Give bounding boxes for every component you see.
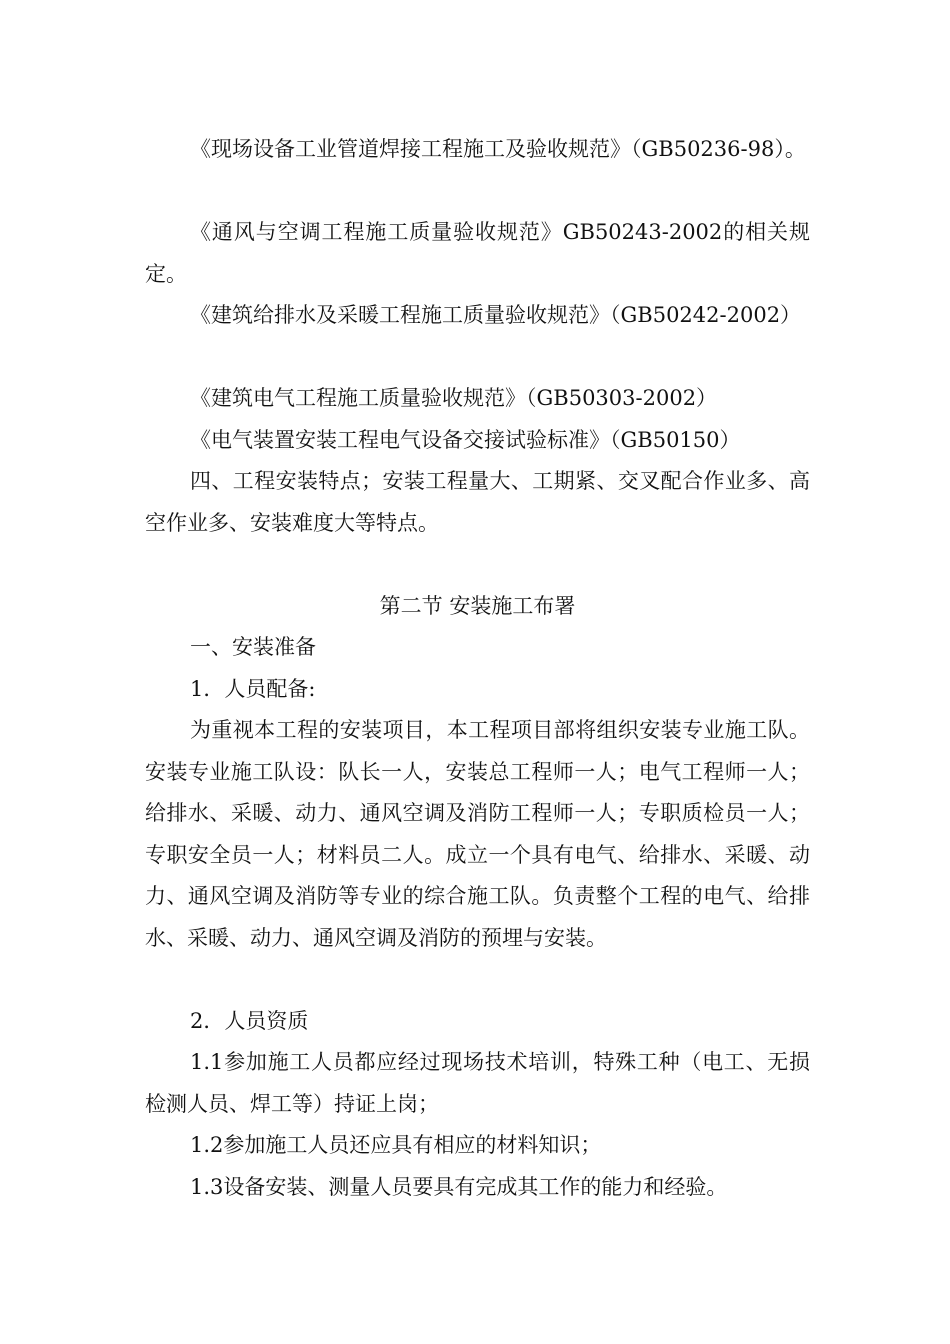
item-staffing: 1．人员配备: [190,677,316,701]
paragraph-staffing-details: 为重视本工程的安装项目，本工程项目部将组织安装专业施工队。安装专业施工队设：队长一人，安装总工程师一人；电气工程师一人；给排水、采暖、动力、通风空调及消防工程师一人；专职质检员一人；专职安全员一人；材料员二人。成立一个具有电气、给排水、采暖、动力、通风空调及消防等专业的综合施工队。负责整个工程的电气、给排水、采暖、动力、通风空调及消防的预埋与安装。 [145,718,810,950]
paragraph-installation-features: 四、工程安装特点；安装工程量大、工期紧、交叉配合作业多、高空作业多、安装难度大等特点。 [145,469,810,535]
paragraph-standard-gb50243: 《通风与空调工程施工质量验收规范》GB50243-2002的相关规定。 [145,220,810,286]
paragraph-standard-gb50150: 《电气装置安装工程电气设备交接试验标准》（GB50150） [190,428,741,452]
paragraph-standard-gb50236: 《现场设备工业管道焊接工程施工及验收规范》（GB50236-98）。 [190,137,806,161]
paragraph-standard-gb50242: 《建筑给排水及采暖工程施工质量验收规范》（GB50242-2002） [190,303,802,327]
subsection-installation-preparation: 一、安装准备 [190,635,316,659]
paragraph-standard-gb50303: 《建筑电气工程施工质量验收规范》（GB50303-2002） [190,386,718,410]
paragraph-qualification-1-1: 1.1参加施工人员都应经过现场技术培训，特殊工种（电工、无损检测人员、焊工等）持证上岗； [145,1050,810,1116]
item-staff-qualifications: 2．人员资质 [190,1009,309,1033]
paragraph-qualification-1-3: 1.3设备安装、测量人员要具有完成其工作的能力和经验。 [190,1175,728,1199]
paragraph-qualification-1-2: 1.2参加施工人员还应具有相应的材料知识； [190,1133,602,1157]
section-title: 第二节 安装施工布署 [379,594,576,618]
